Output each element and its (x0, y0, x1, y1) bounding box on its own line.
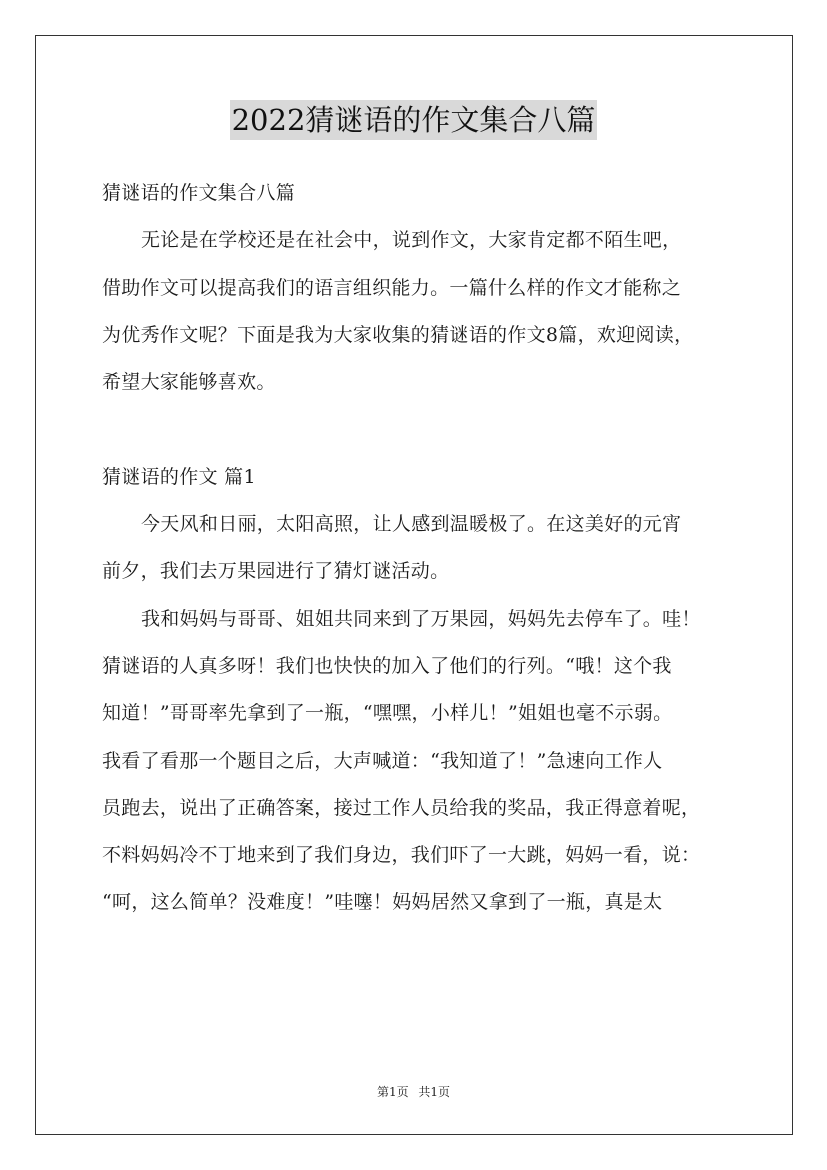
paragraph-line: 我看了看那一个题目之后，大声喊道：“我知道了！”急速向工作人 (102, 749, 663, 772)
intro-line: 希望大家能够喜欢。 (102, 371, 276, 394)
document-title: 2022猜谜语的作文集合八篇 (230, 100, 598, 140)
document-body (102, 170, 742, 927)
section-heading: 猜谜语的作文 篇1 (102, 465, 256, 488)
paragraph-line: 知道！”哥哥率先拿到了一瓶，“嘿嘿，小样儿！”姐姐也毫不示弱。 (102, 702, 673, 725)
paragraph-line: 前夕，我们去万果园进行了猜灯谜活动。 (102, 560, 450, 583)
paragraph-line: 不料妈妈冷不丁地来到了我们身边，我们吓了一大跳，妈妈一看，说： (102, 844, 701, 867)
paragraph-line: 猜谜语的人真多呀！我们也快快的加入了他们的行列。“哦！这个我 (102, 654, 672, 677)
paragraph-spacer (102, 406, 742, 453)
intro-line: 无论是在学校还是在社会中，说到作文，大家肯定都不陌生吧， (141, 229, 682, 252)
page-footer (0, 1083, 827, 1100)
intro-line: 为优秀作文呢？下面是我为大家收集的猜谜语的作文8篇，欢迎阅读， (102, 323, 694, 346)
paragraph-line: “呵，这么简单？没难度！”哇噻！妈妈居然又拿到了一瓶，真是太 (102, 891, 663, 914)
page-number: 第1页 (376, 1085, 409, 1099)
intro-line: 借助作文可以提高我们的语言组织能力。一篇什么样的作文才能称之 (102, 276, 682, 299)
paragraph-line: 我和妈妈与哥哥、姐姐共同来到了万果园，妈妈先去停车了。哇！ (141, 607, 701, 630)
paragraph-line: 员跑去，说出了正确答案，接过工作人员给我的奖品，我正得意着呢， (102, 796, 701, 819)
paragraph-line: 今天风和日丽，太阳高照，让人感到温暖极了。在这美好的元宵 (141, 513, 682, 536)
title-container (0, 100, 827, 140)
page-total: 共1页 (418, 1085, 451, 1099)
document-subtitle: 猜谜语的作文集合八篇 (102, 182, 296, 204)
